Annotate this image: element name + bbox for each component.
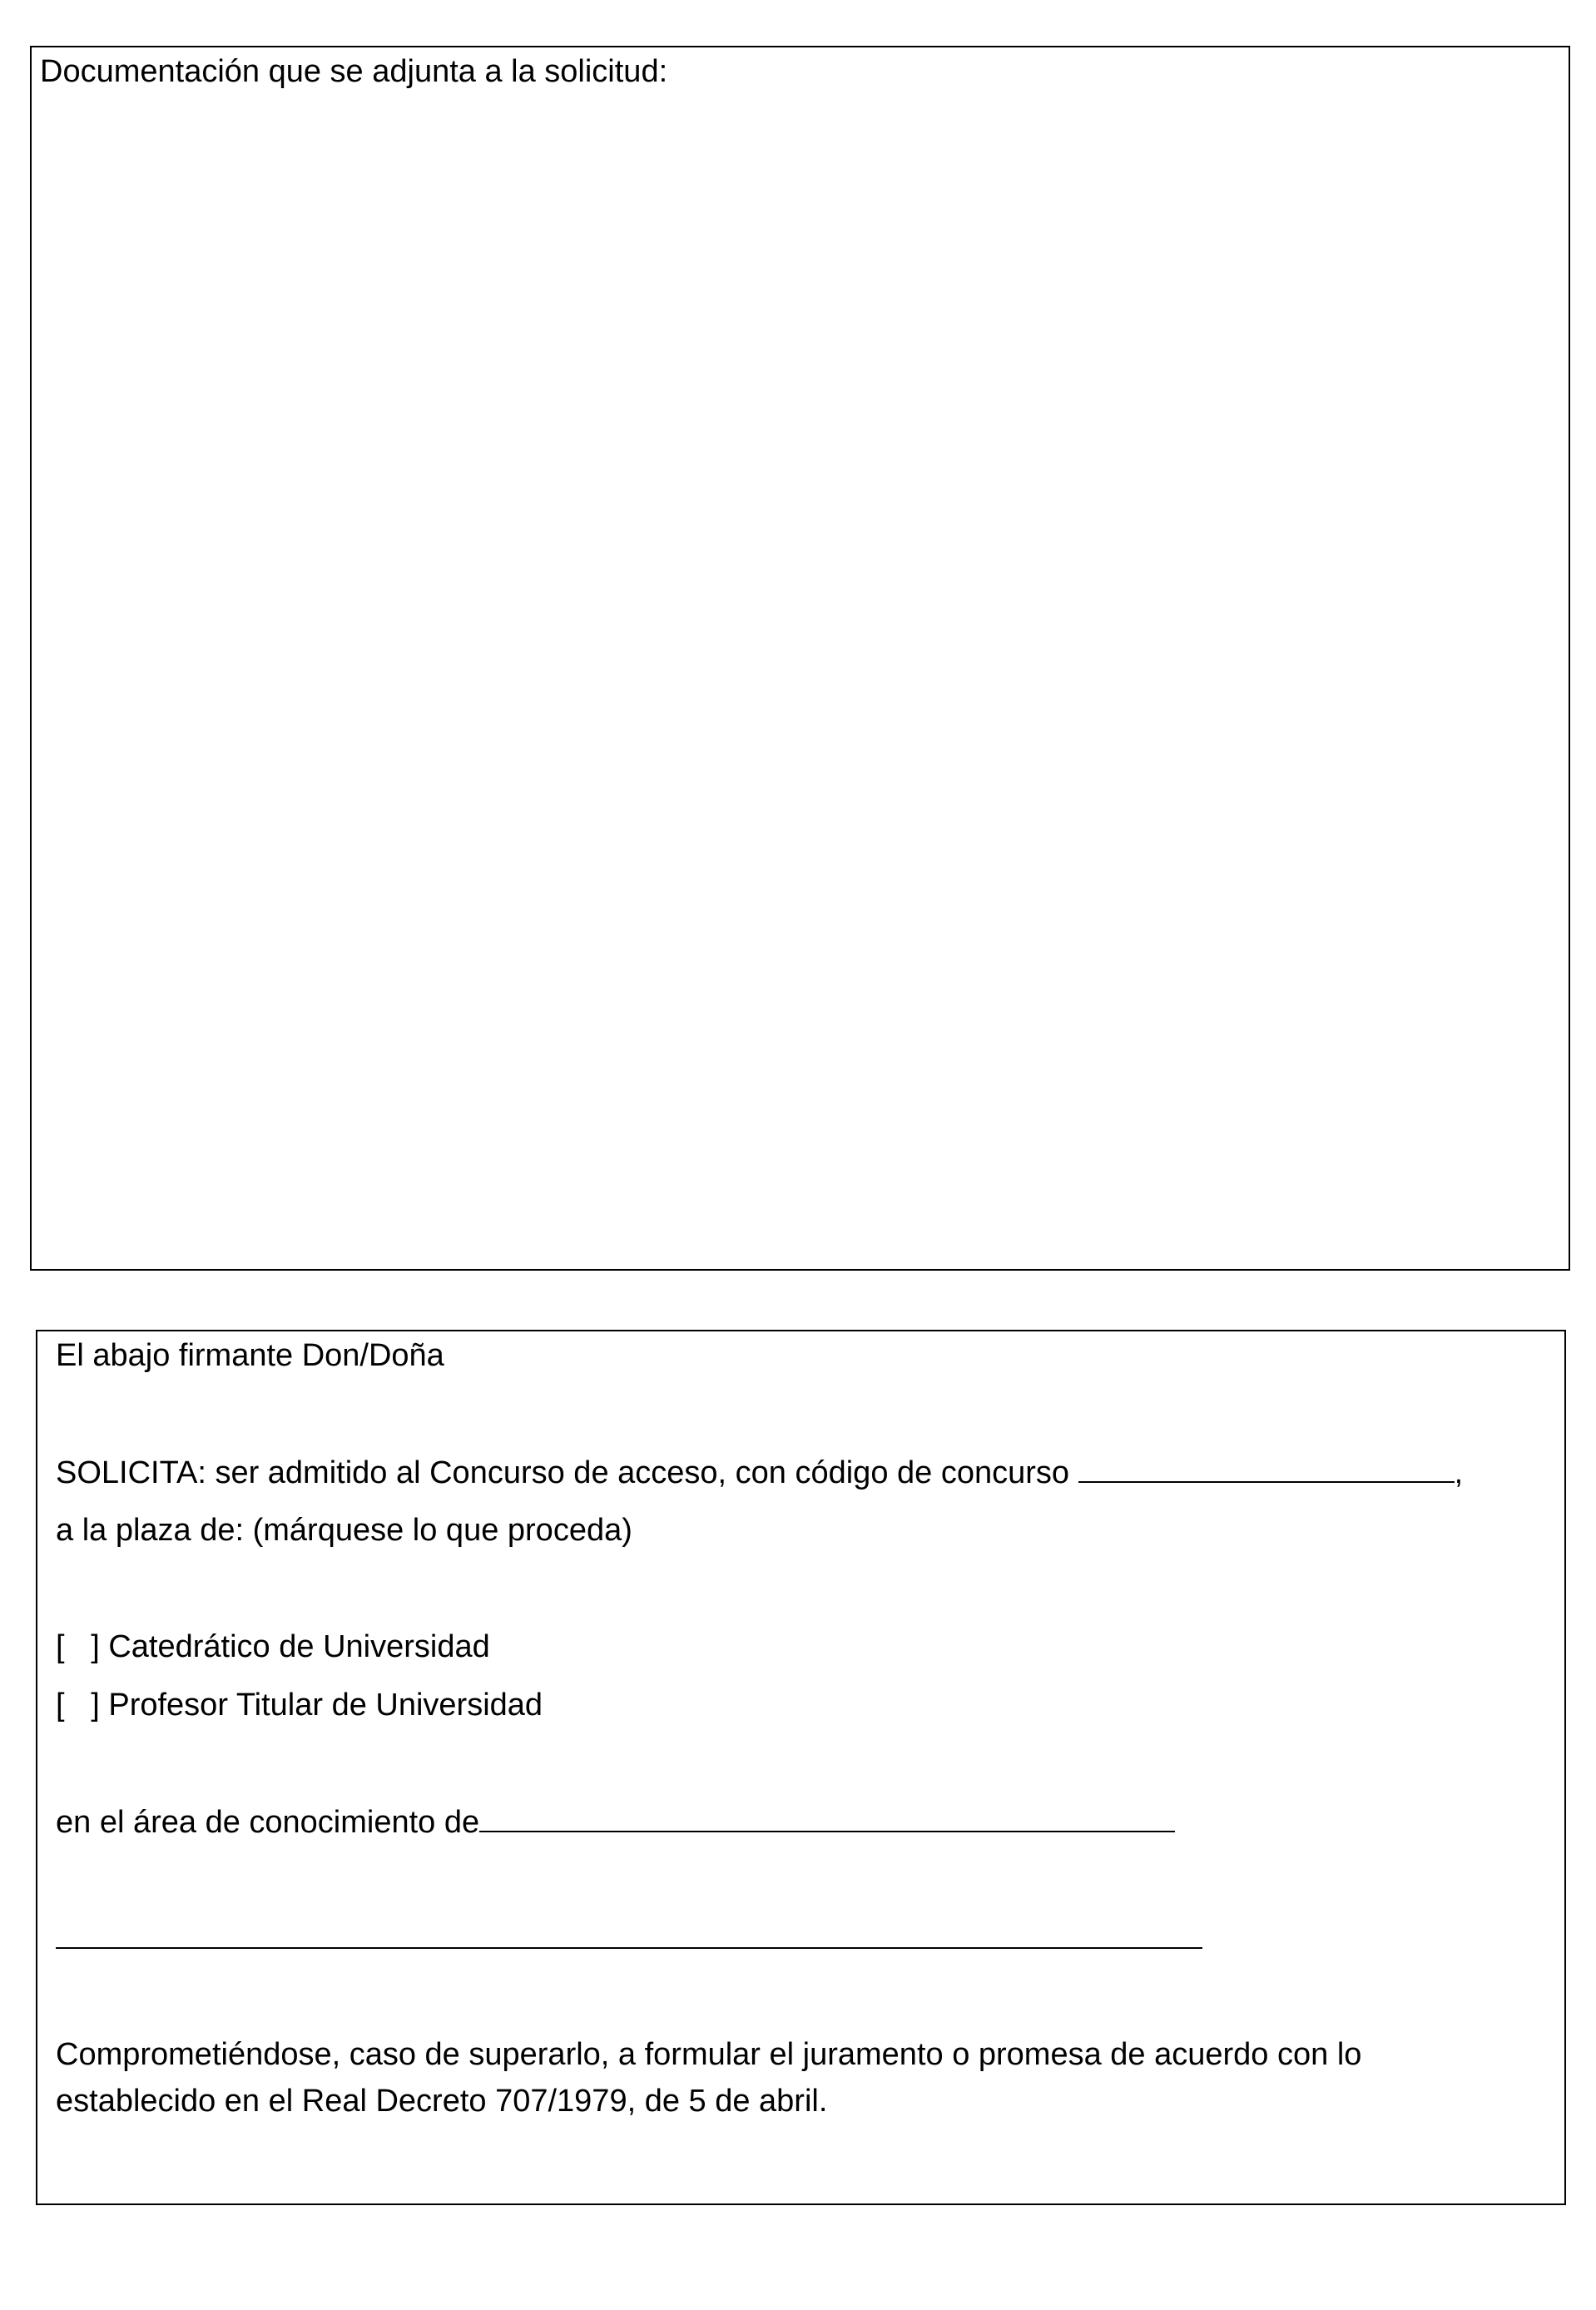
option-label: Profesor Titular de Universidad [108, 1688, 543, 1723]
contest-code-field[interactable] [1078, 1453, 1455, 1483]
commitment-line-1: Comprometiéndose, caso de superarlo, a formular el juramento o promesa de acuerdo con lo [56, 2037, 1362, 2072]
area-continuation-line [56, 1919, 1202, 1958]
documentation-heading: Documentación que se adjunta a la solicitud: [40, 54, 668, 89]
area-label: en el área de conocimiento de [56, 1805, 480, 1840]
option-label: Catedrático de Universidad [108, 1629, 490, 1664]
solicita-line [56, 1453, 1463, 1492]
area-field[interactable] [479, 1802, 1175, 1832]
signatory-label: El abajo firmante Don/Doña [56, 1338, 444, 1373]
option-checkbox[interactable]: [ ] [56, 1629, 100, 1664]
documentation-box [30, 46, 1570, 1271]
option-checkbox[interactable]: [ ] [56, 1688, 100, 1723]
solicita-end: , [1454, 1455, 1464, 1490]
request-box [36, 1330, 1566, 2205]
option-catedratico [56, 1628, 490, 1666]
solicita-text: SOLICITA: ser admitido al Concurso de acceso, con código de concurso [56, 1455, 1070, 1490]
area-line [56, 1802, 1175, 1842]
option-profesor-titular [56, 1686, 543, 1724]
commitment-line-2: establecido en el Real Decreto 707/1979, de 5 de abril. [56, 2084, 828, 2119]
area-field-continuation[interactable] [56, 1919, 1202, 1949]
plaza-line: a la plaza de: (márquese lo que proceda) [56, 1513, 632, 1548]
